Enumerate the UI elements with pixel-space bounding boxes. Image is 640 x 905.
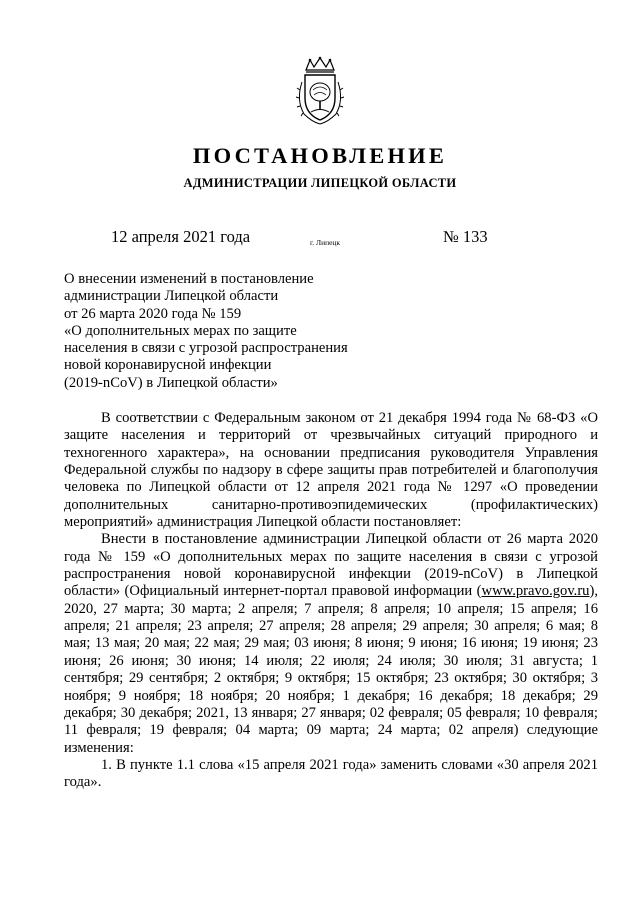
document-title: ПОСТАНОВЛЕНИЕ [192,143,448,168]
document-date: 12 апреля 2021 года [111,227,251,246]
subject-line: администрации Липецкой области [64,288,279,305]
document-body [64,410,598,792]
subject-line: новой коронавирусной инфекции [64,357,272,374]
subject-line: (2019-nCoV) в Липецкой области» [64,374,278,391]
subject-line: населения в связи с угрозой распространения [64,340,348,357]
paragraph-item-1: 1. В пункте 1.1 слова «15 апреля 2021 года» заменить словами «30 апреля 2021 года». [64,756,598,791]
paragraph-text: ), 2020, 27 марта; 30 марта; 2 апреля; 7 апреля; 8 апреля; 10 апреля; 15 апреля; 16 апреля; 21 апреля; 23 апреля; 27 апреля; 28 апреля; 29 апреля; 30 апреля; 6 мая; 8 мая; 13 мая; 20 мая; 22 мая; 29 мая; 03 июня; 8 июня; 9 июня; 16 июня; 19 июня; 23 июня; 26 июня; 30 июня; 14 июля; 22 июля; 24 июля; 30 июля; 31 августа; 1 сентября; 29 сентября; 2 октября; 9 октября; 15 октября; 23 октября; 30 октября; 3 ноября; 9 ноября; 18 ноября; 20 ноября; 1 декабря; 16 декабря; 18 декабря; 29 декабря; 30 декабря; 2021, 13 января; 27 января; 02 февраля; 05 февраля; 10 февраля; 11 февраля; 19 февраля; 04 марта; 09 марта; 24 марта; 02 апреля) следующие изменения: [64,583,598,756]
document-number: № 133 [443,227,488,246]
paragraph-text: Внести в постановление администрации Липецкой области от 26 марта 2020 года № 159 «О дополнительных мерах по защите населения в связи с угрозой распространения новой коронавирусной инфекции (2019-nCoV) в Липецкой области» (Официальный интернет-портал правовой информации ( [64,531,598,600]
paragraph-amendment [64,531,598,756]
subject-line: «О дополнительных мерах по защите [64,322,297,339]
issuing-authority: АДМИНИСТРАЦИИ ЛИПЕЦКОЙ ОБЛАСТИ [183,176,457,190]
subject-line: О внесении изменений в постановление [64,271,314,287]
document-subject [64,271,424,392]
document-city: г. Липецк [310,238,341,247]
subject-line: от 26 марта 2020 года № 159 [64,305,242,322]
coat-of-arms-icon [294,56,346,126]
pravo-gov-link[interactable]: www.pravo.gov.ru [481,583,590,600]
paragraph-preamble: В соответствии с Федеральным законом от 21 декабря 1994 года № 68-ФЗ «О защите населения и территорий от чрезвычайных ситуаций природного и техногенного характера», на основании предписания руководителя Управления Федеральной службы по надзору в сфере защиты прав потребителей и благополучия человека по Липецкой области от 12 апреля 2021 года № 1297 «О проведении дополнительных санитарно-противоэпидемических (профилактических) мероприятий» администрация Липецкой области постановляет: [64,410,598,531]
